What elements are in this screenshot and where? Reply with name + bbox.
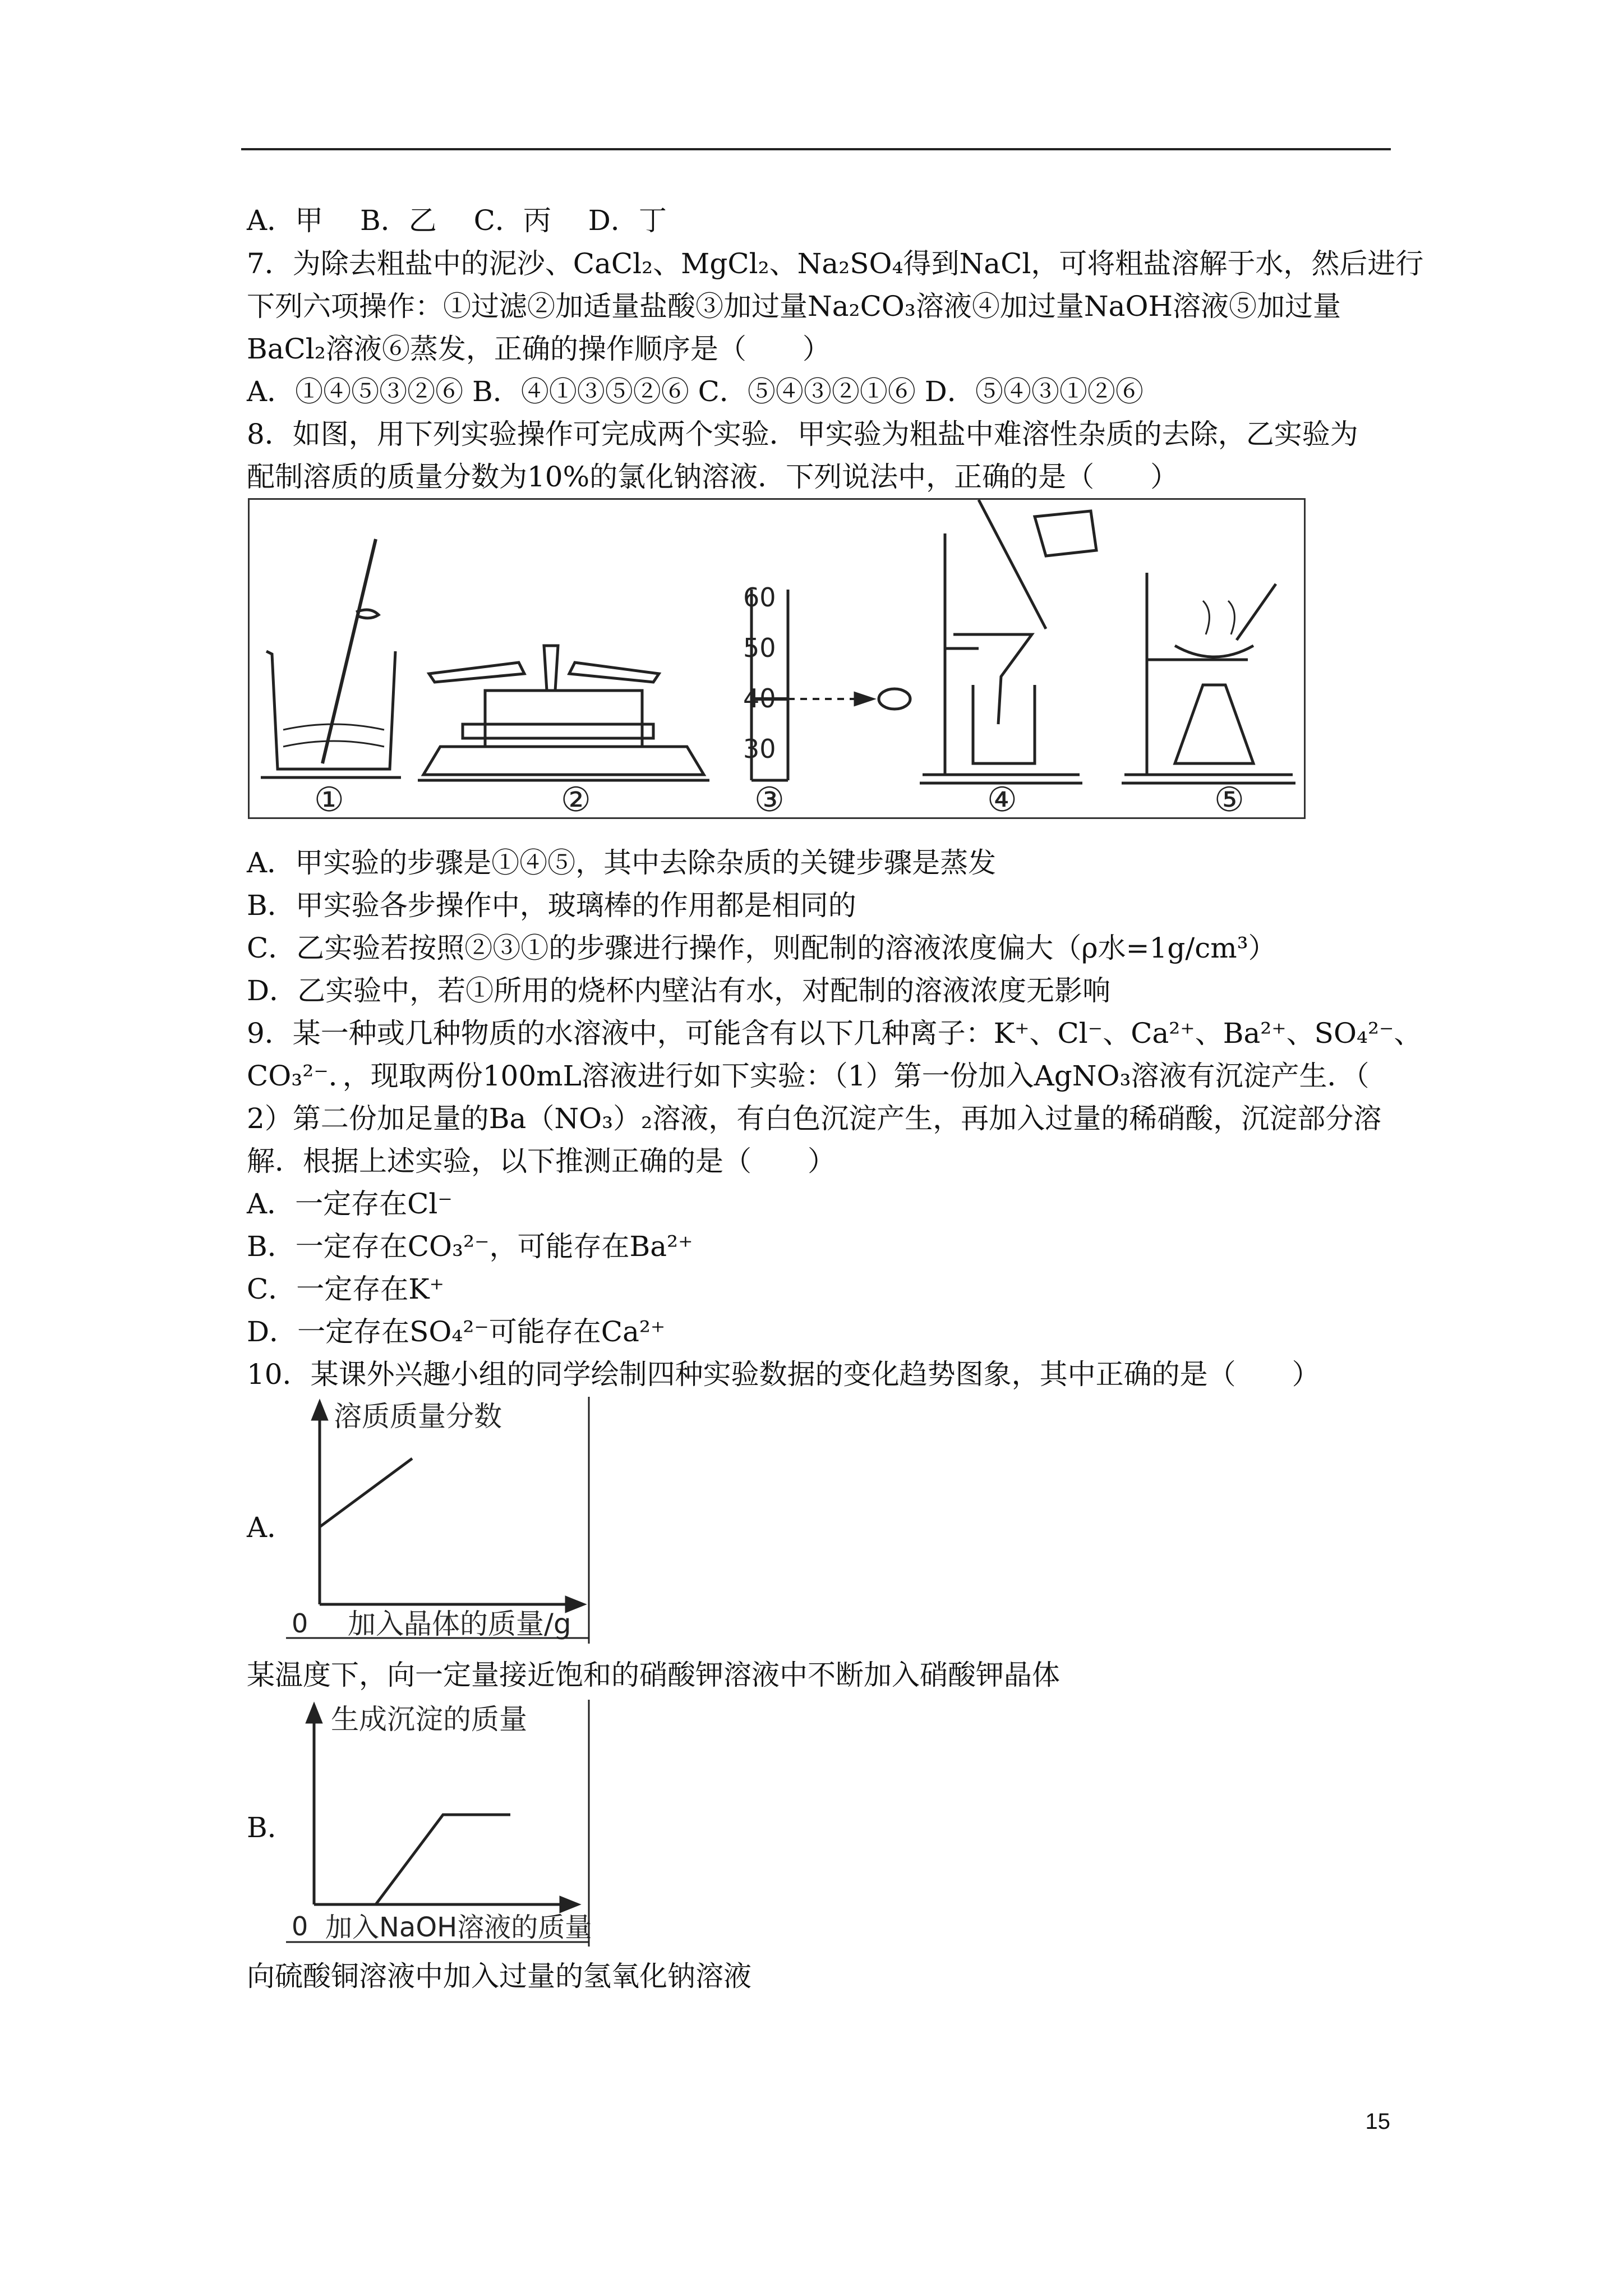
graph-a-ylabel: 溶质质量分数: [334, 1400, 502, 1433]
q7-line3: BaCl₂溶液⑥蒸发，正确的操作顺序是（ ）: [247, 333, 831, 365]
cylinder-tick: 30: [743, 734, 776, 764]
figure-label-2: ②: [561, 780, 591, 817]
q9-line1: 9．某一种或几种物质的水溶液中，可能含有以下几种离子：K⁺、Cl⁻、Ca²⁺、Ba²⁺、SO₄²⁻、: [247, 1017, 1422, 1050]
evaporation-icon: [1122, 573, 1295, 783]
q9-line2: CO₃²⁻．，现取两份100mL溶液进行如下实验：（1）第一份加入AgNO₃溶液有沉淀产生．（: [247, 1060, 1370, 1092]
filtration-icon: [920, 500, 1096, 783]
q10-b-caption: 向硫酸铜溶液中加入过量的氢氧化钠溶液: [247, 1960, 751, 1993]
q8-option-c: C．乙实验若按照②③①的步骤进行操作，则配制的溶液浓度偏大（ρ水=1g/cm³）: [247, 932, 1276, 964]
q10-b-label: B．: [247, 1811, 296, 1844]
graph-b-svg: [286, 1700, 600, 1947]
graph-a-origin: 0: [292, 1608, 308, 1639]
q7-line2: 下列六项操作：①过滤②加适量盐酸③加过量Na₂CO₃溶液④加过量NaOH溶液⑤加过量: [247, 290, 1341, 323]
q9-line3: 2）第二份加足量的Ba（NO₃）₂溶液，有白色沉淀产生，再加入过量的稀硝酸，沉淀部分溶: [247, 1102, 1382, 1135]
graph-b-ylabel: 生成沉淀的质量: [331, 1703, 527, 1736]
graph-a-xlabel: 加入晶体的质量/g: [348, 1608, 571, 1640]
graph-a-svg: [286, 1397, 600, 1644]
q9-option-b: B．一定存在CO₃²⁻，可能存在Ba²⁺: [247, 1230, 693, 1263]
q6-options: A．甲 B．乙 C．丙 D．丁: [247, 204, 667, 237]
cylinder-tick: 60: [743, 582, 776, 613]
figure-label-4: ④: [987, 780, 1017, 817]
q9-option-a: A．一定存在Cl⁻: [247, 1188, 453, 1220]
beaker-stirring-icon: [261, 539, 401, 777]
cylinder-tick: 50: [743, 633, 776, 663]
apparatus-svg: [250, 500, 1304, 817]
q8-line2: 配制溶质的质量分数为10%的氯化钠溶液．下列说法中，正确的是（ ）: [247, 461, 1179, 493]
q9-option-d: D．一定存在SO₄²⁻可能存在Ca²⁺: [247, 1315, 666, 1348]
graph-b-xlabel: 加入NaOH溶液的质量: [325, 1912, 592, 1943]
q8-option-d: D．乙实验中，若①所用的烧杯内壁沾有水，对配制的溶液浓度无影响: [247, 974, 1111, 1007]
graph-b: [286, 1700, 600, 1947]
q10-stem: 10．某课外兴趣小组的同学绘制四种实验数据的变化趋势图象，其中正确的是（ ）: [247, 1358, 1320, 1391]
q7-line1: 7．为除去粗盐中的泥沙、CaCl₂、MgCl₂、Na₂SO₄得到NaCl，可将粗盐溶解于水，然后进行: [247, 247, 1424, 280]
q9-line4: 解．根据上述实验，以下推测正确的是（ ）: [247, 1145, 836, 1177]
balance-icon: [418, 646, 709, 780]
q9-option-c: C．一定存在K⁺: [247, 1273, 445, 1305]
graph-b-origin: 0: [292, 1911, 308, 1941]
q10-a-label: A．: [247, 1511, 296, 1544]
figure-label-3: ③: [754, 780, 785, 817]
q7-options: A．①④⑤③②⑥ B．④①③⑤②⑥ C．⑤④③②①⑥ D．⑤④③①②⑥: [247, 375, 1144, 408]
cylinder-tick: 40: [743, 683, 776, 714]
header-rule: [241, 148, 1391, 150]
apparatus-figure: [248, 498, 1306, 819]
q8-line1: 8．如图，用下列实验操作可完成两个实验．甲实验为粗盐中难溶性杂质的去除，乙实验为: [247, 418, 1358, 450]
page-number: 15: [1365, 2109, 1390, 2134]
figure-label-1: ①: [314, 780, 344, 817]
q8-option-b: B．甲实验各步操作中，玻璃棒的作用都是相同的: [247, 889, 856, 922]
q10-a-caption: 某温度下，向一定量接近饱和的硝酸钾溶液中不断加入硝酸钾晶体: [247, 1659, 1060, 1691]
graph-a: [286, 1397, 600, 1644]
figure-label-5: ⑤: [1214, 780, 1244, 817]
q8-option-a: A．甲实验的步骤是①④⑤，其中去除杂质的关键步骤是蒸发: [247, 846, 997, 879]
